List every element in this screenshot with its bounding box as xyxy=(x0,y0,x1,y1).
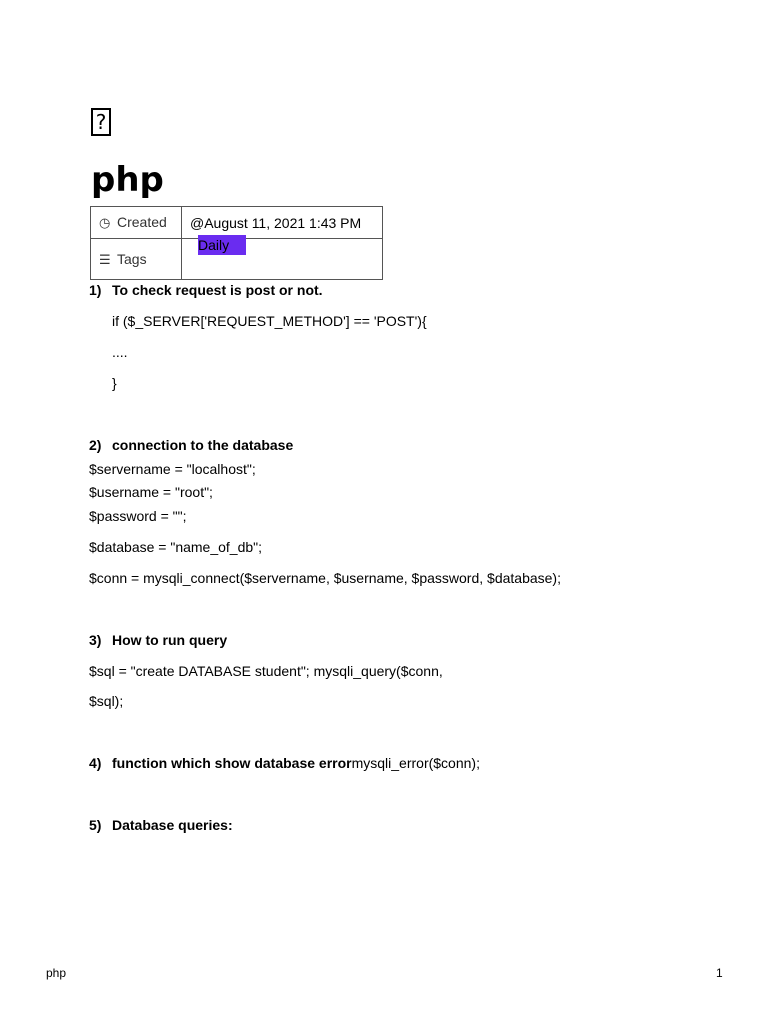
page-icon xyxy=(91,108,111,136)
section-4-heading xyxy=(89,754,480,772)
page-title: php xyxy=(91,160,164,200)
code-line: $conn = mysqli_connect($servername, $username, $password, $database); xyxy=(89,570,561,586)
footer-title: php xyxy=(46,966,67,980)
section-5-title: Database queries: xyxy=(112,817,233,833)
properties-table xyxy=(90,206,383,280)
created-value: @August 11, 2021 1:43 PM xyxy=(182,207,383,239)
section-3-number: 3) xyxy=(89,632,102,648)
section-3-heading xyxy=(89,631,227,649)
tags-value xyxy=(182,239,383,280)
list-icon: ☰ xyxy=(99,252,111,268)
code-line: $sql); xyxy=(89,693,124,709)
code-line: .... xyxy=(112,344,128,360)
page-icon-glyph: ? xyxy=(95,110,107,134)
page-number: 1 xyxy=(716,966,723,980)
code-line: $sql = "create DATABASE student"; mysqli_query($conn, xyxy=(89,663,443,679)
section-4-title: function which show database error xyxy=(112,755,352,771)
section-2-title: connection to the database xyxy=(112,437,294,453)
section-5-number: 5) xyxy=(89,817,102,833)
section-2-heading xyxy=(89,436,293,454)
code-line: $password = ""; xyxy=(89,508,187,524)
section-3-title: How to run query xyxy=(112,632,228,648)
section-1-number: 1) xyxy=(89,282,102,298)
property-row-tags xyxy=(91,239,383,280)
section-2-number: 2) xyxy=(89,437,102,453)
section-1-title: To check request is post or not. xyxy=(112,282,323,298)
section-4-code: mysqli_error($conn); xyxy=(351,755,480,771)
section-4-number: 4) xyxy=(89,755,102,771)
property-key-created xyxy=(91,207,182,239)
code-line: $username = "root"; xyxy=(89,484,213,500)
section-1-heading xyxy=(89,281,323,299)
clock-icon: ◷ xyxy=(99,216,111,231)
property-key-tags xyxy=(91,239,182,280)
tag-badge: Daily xyxy=(198,235,246,255)
section-5-heading xyxy=(89,816,233,834)
code-line: if ($_SERVER['REQUEST_METHOD'] == 'POST'){ xyxy=(112,313,427,329)
property-row-created xyxy=(91,207,383,239)
code-line: } xyxy=(112,375,117,391)
code-line: $database = "name_of_db"; xyxy=(89,539,263,555)
code-line: $servername = "localhost"; xyxy=(89,461,256,477)
created-label: Created xyxy=(117,214,167,230)
tags-label: Tags xyxy=(117,250,147,267)
